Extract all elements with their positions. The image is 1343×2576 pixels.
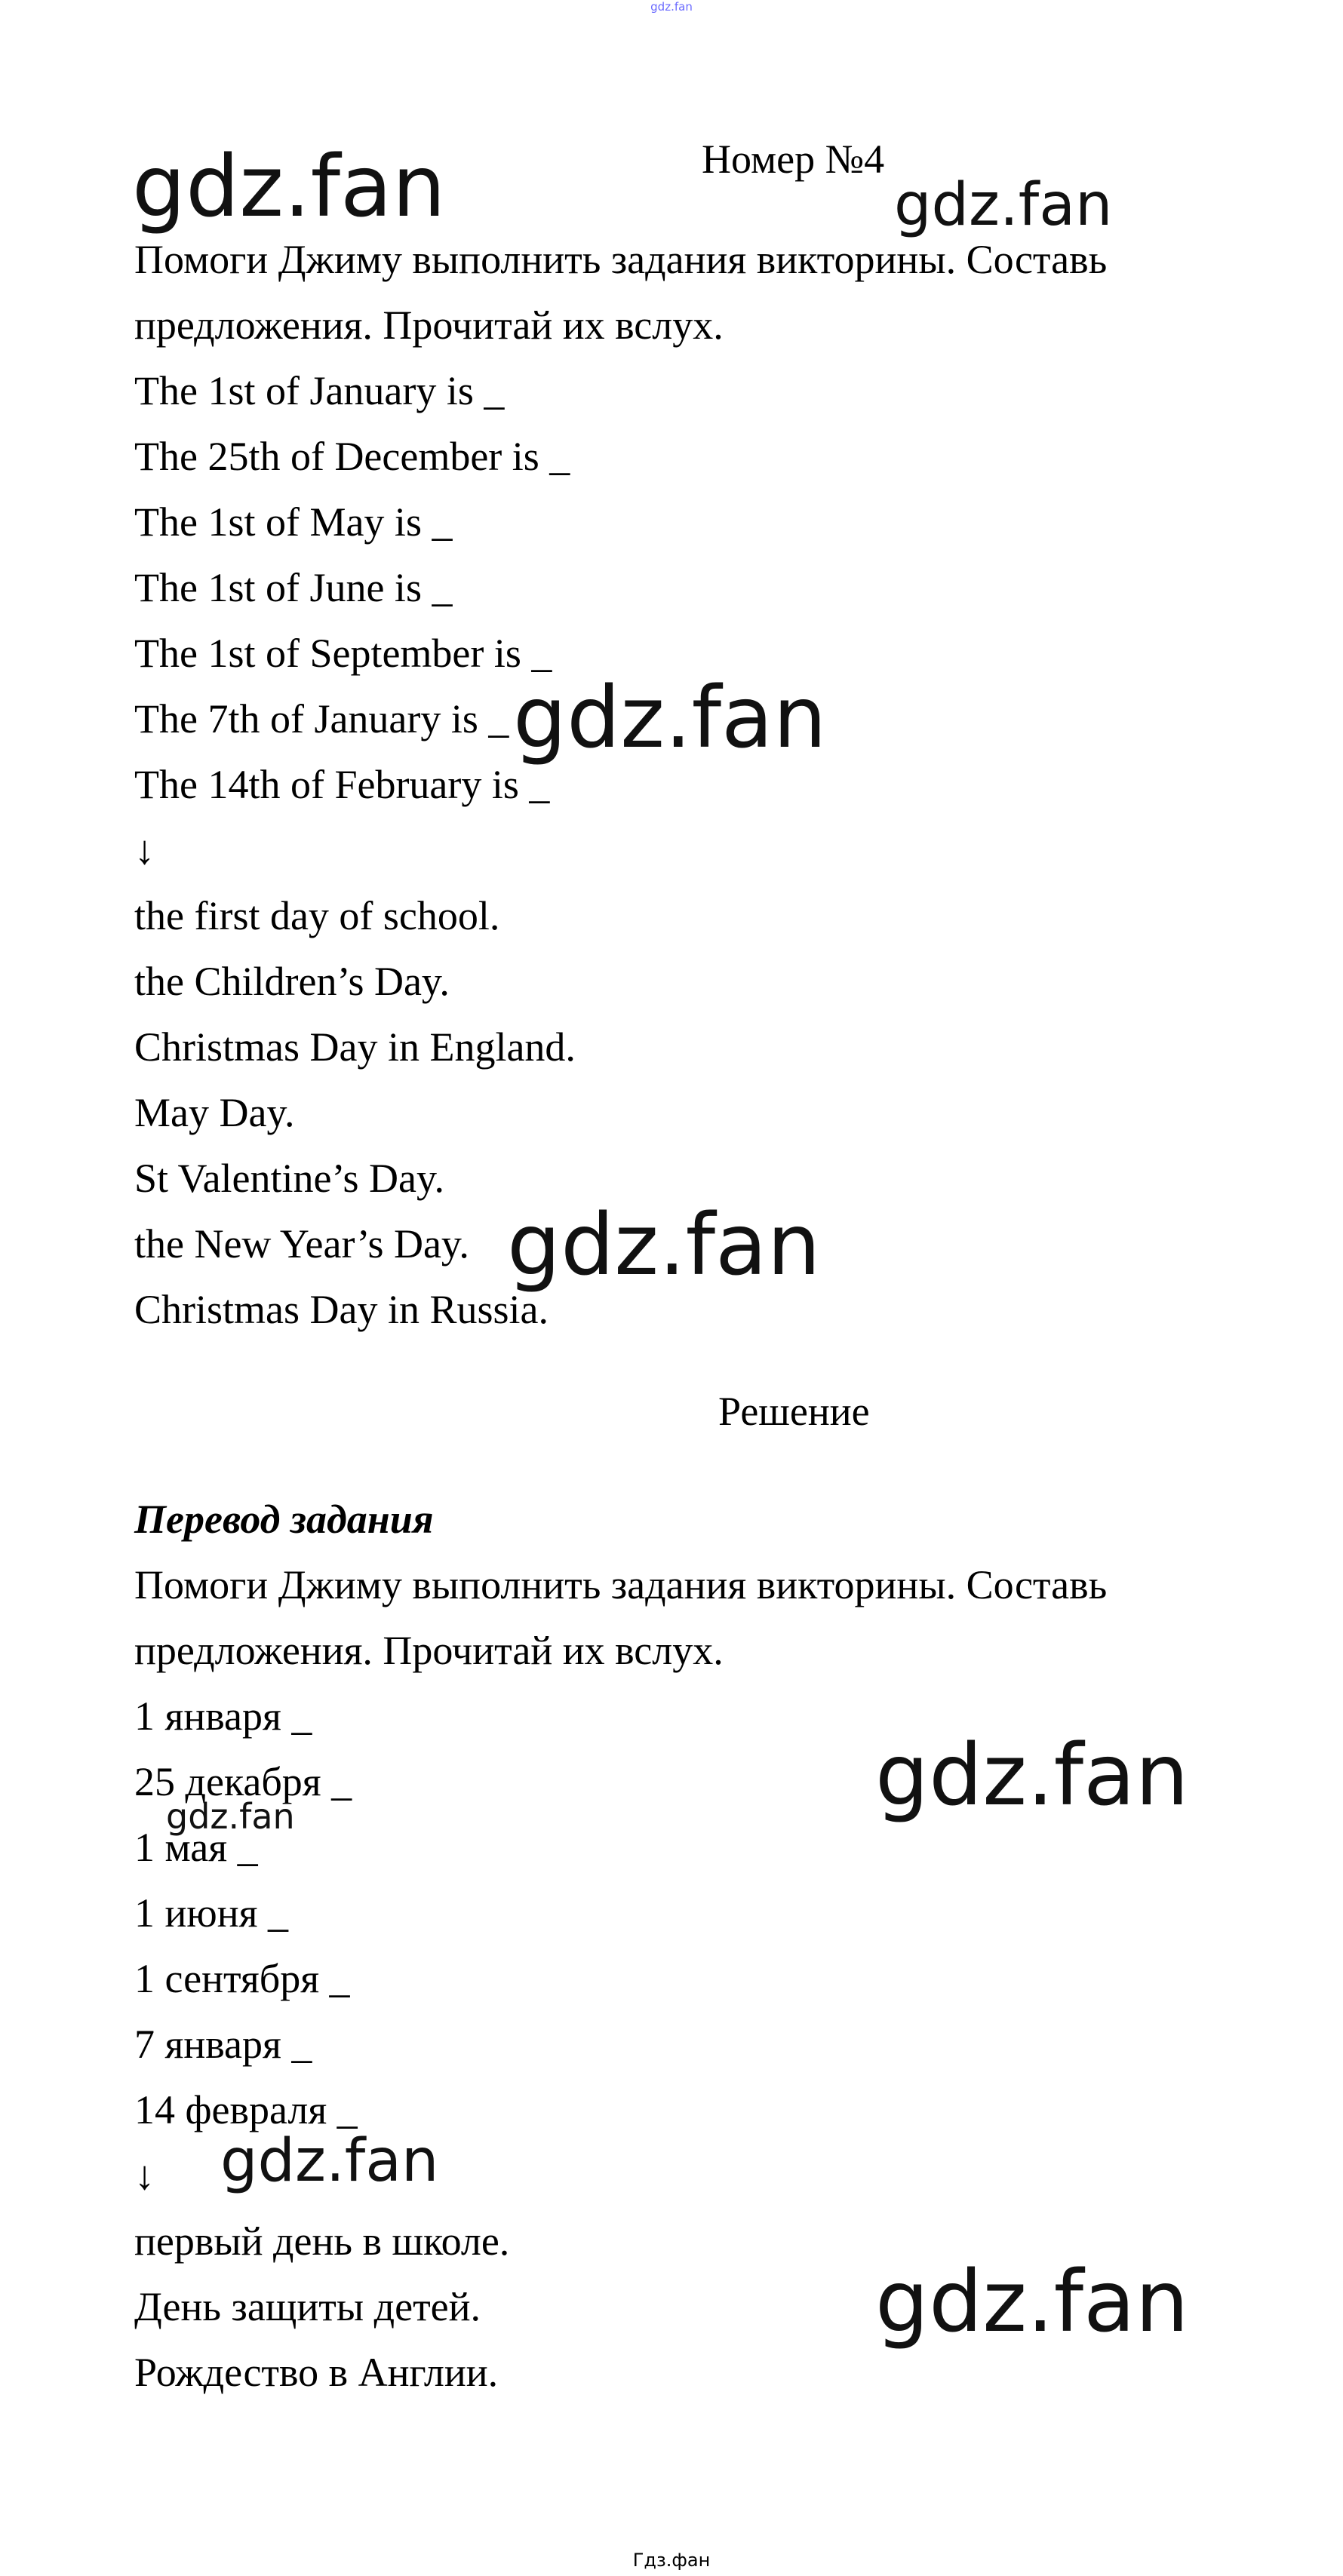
task-line: May Day. [134,1090,295,1135]
translation-line: 1 января _ [134,1693,312,1739]
down-arrow: ↓ [134,2153,155,2198]
watermark: gdz.fan [507,1196,821,1294]
task-line: the New Year’s Day. [134,1221,469,1267]
translation-line: 14 февраля _ [134,2087,358,2132]
watermark: gdz.fan [220,2127,439,2195]
task-line: Christmas Day in Russia. [134,1287,549,1332]
task-line: The 1st of September is _ [134,631,552,676]
translation-line: Помоги Джиму выполнить задания викторины. Составь [134,1562,1108,1607]
watermark: gdz.fan [894,171,1113,239]
translation-line: первый день в школе. [134,2218,510,2264]
translation-heading: Перевод задания [134,1497,434,1542]
task-line: the Children’s Day. [134,959,450,1004]
task-line: The 1st of May is _ [134,499,453,545]
translation-line: 25 декабря _ [134,1759,352,1804]
task-line: The 7th of January is _ [134,696,509,741]
watermark: gdz.fan [875,1727,1189,1825]
task-line: The 1st of June is _ [134,565,453,610]
solution-title: Решение [718,1389,870,1434]
down-arrow: ↓ [134,827,155,873]
task-line: предложения. Прочитай их вслух. [134,302,724,348]
task-text [134,227,1107,1343]
task-line: The 14th of February is _ [134,762,550,807]
watermark: gdz.fan [875,2253,1189,2351]
watermark: gdz.fan [513,669,827,767]
task-line: St Valentine’s Day. [134,1156,444,1201]
footer-watermark: Гдз.фан [632,2550,711,2571]
translation-line: День защиты детей. [134,2284,481,2329]
translation-line: 1 мая _ [134,1825,258,1870]
translation-line: Рождество в Англии. [134,2350,499,2395]
task-line: The 25th of December is _ [134,434,570,479]
task-line: the first day of school. [134,893,500,938]
translation-line: 7 января _ [134,2022,312,2067]
task-title: Номер №4 [702,137,885,182]
translation-line: 1 сентября _ [134,1956,350,2001]
top-watermark: gdz.fan [650,0,693,14]
translation-line: предложения. Прочитай их вслух. [134,1628,724,1673]
watermark: gdz.fan [132,138,446,236]
task-line: Помоги Джиму выполнить задания викторины. Составь [134,237,1108,282]
translation-line: 1 июня _ [134,1890,288,1936]
watermark: gdz.fan [166,1796,295,1837]
task-line: Christmas Day in England. [134,1024,576,1070]
task-line: The 1st of January is _ [134,368,505,413]
